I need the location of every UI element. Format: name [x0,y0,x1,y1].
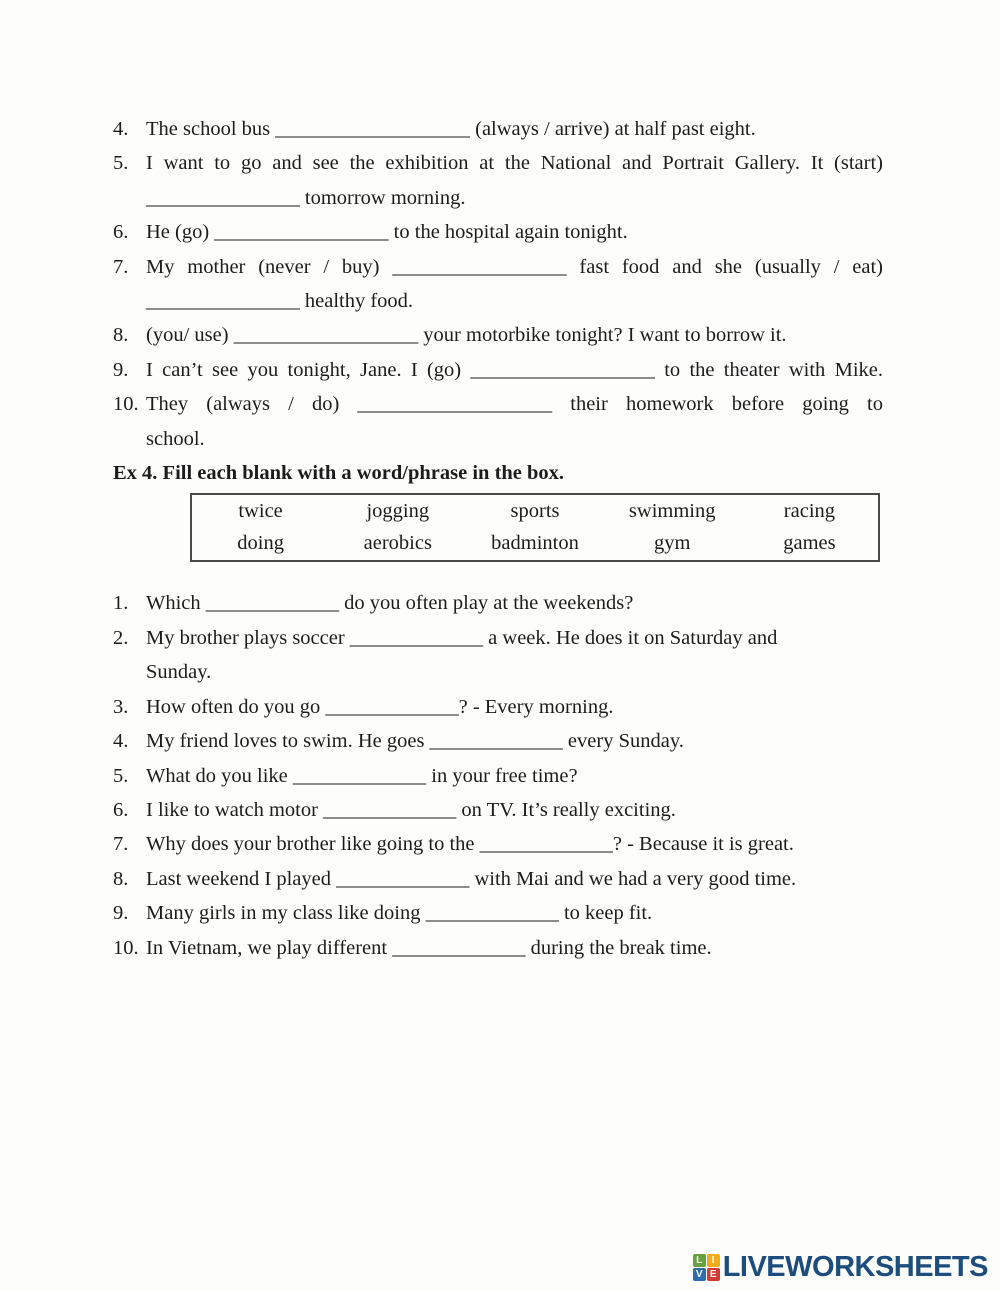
word-box-word: gym [653,531,691,554]
item-line: The school bus ___________________ (always / arrive) at half past eight. [146,118,756,140]
logo-letter-v: V [693,1268,706,1281]
item-number: 9. [113,902,129,925]
item-text [146,387,883,456]
item-line: My brother plays soccer _____________ a week. He does it on Saturday and [146,626,778,649]
item-number: 1. [113,592,129,615]
logo-letter-l: L [693,1254,706,1267]
item-line: Many girls in my class like doing _____________ to keep fit. [146,902,653,925]
item-text [146,827,883,861]
exercise4-item-4 [113,724,883,758]
item-number: 10. [113,936,139,959]
exercise3-item-4 [113,112,883,146]
item-number: 7. [113,833,129,856]
item-text [146,793,883,827]
item-line: They (always / do) ___________________ their homework before going to [146,393,883,416]
item-text [146,931,883,965]
item-line: My friend loves to swim. He goes _____________ every Sunday. [146,730,684,753]
item-number: 3. [113,695,129,718]
brand-wordmark: LIVEWORKSHEETS [722,1251,988,1283]
item-text [146,146,883,215]
liveworksheets-footer[interactable] [693,1251,988,1284]
item-number: 7. [113,255,129,278]
exercise4-item-3 [113,690,883,724]
item-number: 8. [113,324,129,347]
word-box-word: badminton [491,531,579,554]
word-box-word: jogging [366,500,430,523]
item-number: 8. [113,867,129,890]
item-text [146,112,883,146]
item-text [146,353,883,387]
exercise4-item-9 [113,896,883,930]
exercise3-item-6 [113,215,883,249]
word-box-word: twice [238,500,283,523]
item-line: I can’t see you tonight, Jane. I (go) __________________ to the theater with Mike. [146,358,883,381]
item-line: _______________ healthy food. [146,290,414,313]
exercise3-item-9 [113,353,883,387]
word-box [190,493,880,562]
item-number: 10. [113,393,139,416]
exercise3-item-7 [113,250,883,319]
item-line: I want to go and see the exhibition at the National and Portrait Gallery. It (start) [146,152,883,175]
item-text [146,759,883,793]
word-box-row [192,496,878,528]
item-line: My mother (never / buy) _________________ fast food and she (usually / eat) [146,255,883,278]
item-line: Why does your brother like going to the _____________? - Because it is great. [146,833,794,856]
item-number: 9. [113,358,129,381]
exercise4-item-6 [113,793,883,827]
item-text [146,318,883,352]
item-text [146,215,883,249]
exercise3-item-8 [113,318,883,352]
item-number: 5. [113,764,129,787]
item-text [146,586,883,620]
item-line: Last weekend I played _____________ with Mai and we had a very good time. [146,867,797,890]
item-number: 5. [113,152,129,175]
item-line: In Vietnam, we play different _____________ during the break time. [146,936,712,959]
exercise4-item-7 [113,827,883,861]
item-line: (you/ use) __________________ your motorbike tonight? I want to borrow it. [146,324,787,347]
word-box-word: games [783,531,836,554]
item-line: He (go) _________________ to the hospital again tonight. [146,221,628,244]
item-text [146,690,883,724]
exercise4-heading: Ex 4. Fill each blank with a word/phrase in the box. [113,462,565,485]
exercise3-item-5 [113,146,883,215]
word-box-word: sports [510,500,560,523]
exercise4-item-8 [113,862,883,896]
exercise4-item-1 [113,586,883,620]
logo-letter-e: E [707,1268,720,1281]
item-text [146,724,883,758]
item-line: Sunday. [146,661,212,684]
item-number: 6. [113,798,129,821]
item-number: 6. [113,221,129,244]
item-line: I like to watch motor _____________ on TV. It’s really exciting. [146,798,676,821]
exercise3-item-10 [113,387,883,456]
exercise4-item-5 [113,759,883,793]
item-text [146,862,883,896]
exercise4-item-2 [113,621,883,690]
logo-letter-i: I [707,1254,720,1267]
item-line: _______________ tomorrow morning. [146,186,466,209]
word-box-word: swimming [628,500,716,523]
item-line: Which _____________ do you often play at the weekends? [146,592,634,615]
item-text [146,896,883,930]
exercise4-item-10 [113,931,883,965]
item-number: 2. [113,626,129,649]
word-box-word: aerobics [363,531,432,554]
item-line: How often do you go _____________? - Every morning. [146,695,614,718]
item-text [146,621,883,690]
worksheet-content [113,112,883,965]
item-number: 4. [113,730,129,753]
item-line: school. [146,427,205,450]
word-box-row [192,528,878,560]
item-text [146,250,883,319]
item-line: What do you like _____________ in your free time? [146,764,578,787]
liveworksheets-logo-icon [693,1254,720,1281]
item-number: 4. [113,118,129,140]
word-box-word: racing [783,500,836,523]
word-box-word: doing [237,531,284,554]
